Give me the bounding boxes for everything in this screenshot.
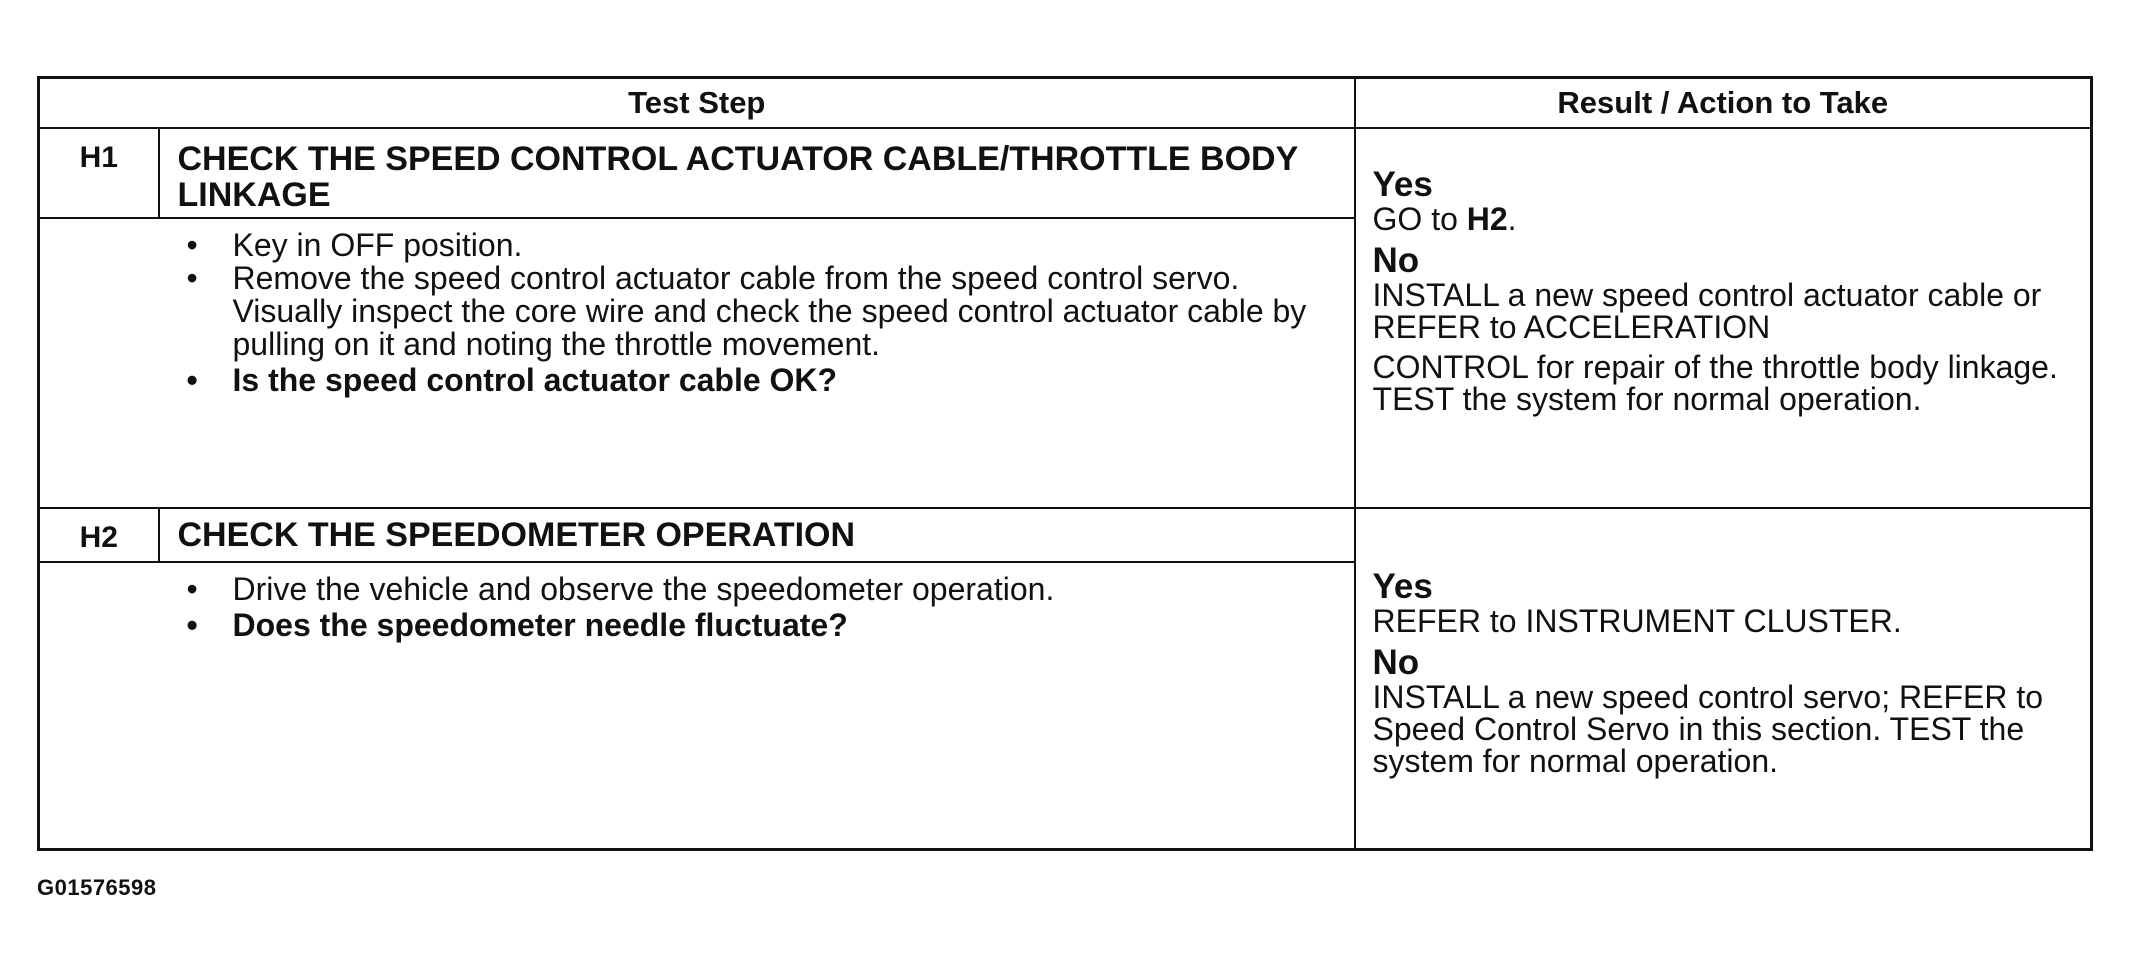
bullet-text: Key in OFF position. [232, 227, 523, 263]
table-header-row [39, 78, 2092, 129]
no-label-h1: No [1372, 241, 1420, 280]
bullet-text: Drive the vehicle and observe the speedometer operation. [232, 571, 1055, 607]
list-item [179, 229, 1334, 262]
bullet-text: Remove the speed control actuator cable from the speed control servo. Visually inspect the core wire and check the speed control actuator cable by pulling on it and noting the throttle movement. [232, 260, 1307, 362]
list-item [179, 262, 1334, 361]
step-h1-body [159, 218, 1355, 508]
step-id-h1: H1 [39, 128, 159, 218]
yes-text-h2: REFER to INSTRUMENT CLUSTER. [1372, 603, 1902, 639]
result-cell-h2 [1355, 508, 2092, 850]
step-title-h2: CHECK THE SPEEDOMETER OPERATION [159, 508, 1355, 562]
yes-label-h1: Yes [1372, 165, 1433, 204]
step-id-h2: H2 [39, 508, 159, 562]
result-cell-h1 [1355, 128, 2092, 508]
step-h1-spacer [39, 218, 159, 508]
yes-text-h1 [1373, 203, 2083, 235]
bullet-icon: • [186, 607, 198, 643]
question-text: Does the speedometer needle fluctuate? [232, 607, 848, 643]
header-result: Result / Action to Take [1355, 78, 2092, 129]
list-item [179, 573, 1334, 606]
yes-label-h2: Yes [1372, 567, 1433, 606]
no-text-h1-cont: CONTROL for repair of the throttle body linkage. TEST the system for normal operation. [1372, 349, 2058, 417]
no-text-h1: INSTALL a new speed control actuator cable or REFER to ACCELERATION [1372, 277, 2042, 345]
step-h2-spacer [39, 562, 159, 850]
header-test-step: Test Step [39, 78, 1355, 129]
figure-id: G01576598 [37, 875, 157, 900]
no-label-h2: No [1372, 643, 1420, 682]
step-h2-body [159, 562, 1355, 850]
question-text: Is the speed control actuator cable OK? [232, 362, 838, 398]
step-h1-title-row [39, 128, 2092, 218]
step-h2-bullets [179, 573, 1334, 642]
step-title-h1: CHECK THE SPEED CONTROL ACTUATOR CABLE/THROTTLE BODY LINKAGE [159, 128, 1355, 218]
list-item-question [179, 609, 1334, 642]
bullet-icon: • [186, 362, 198, 398]
no-text-h2: INSTALL a new speed control servo; REFER to Speed Control Servo in this section. TEST the system for normal operation. [1372, 679, 2044, 779]
yes-text-h1-ref: H2 [1466, 201, 1508, 237]
bullet-icon: • [186, 260, 198, 296]
list-item-question [179, 364, 1334, 397]
step-h2-title-row [39, 508, 2092, 562]
bullet-icon: • [186, 227, 198, 263]
yes-text-h1-prefix: GO to [1372, 201, 1467, 237]
step-h1-bullets [179, 229, 1334, 397]
yes-text-h1-suffix: . [1507, 201, 1517, 237]
bullet-icon: • [186, 571, 198, 607]
diagnostic-table [37, 76, 2093, 851]
